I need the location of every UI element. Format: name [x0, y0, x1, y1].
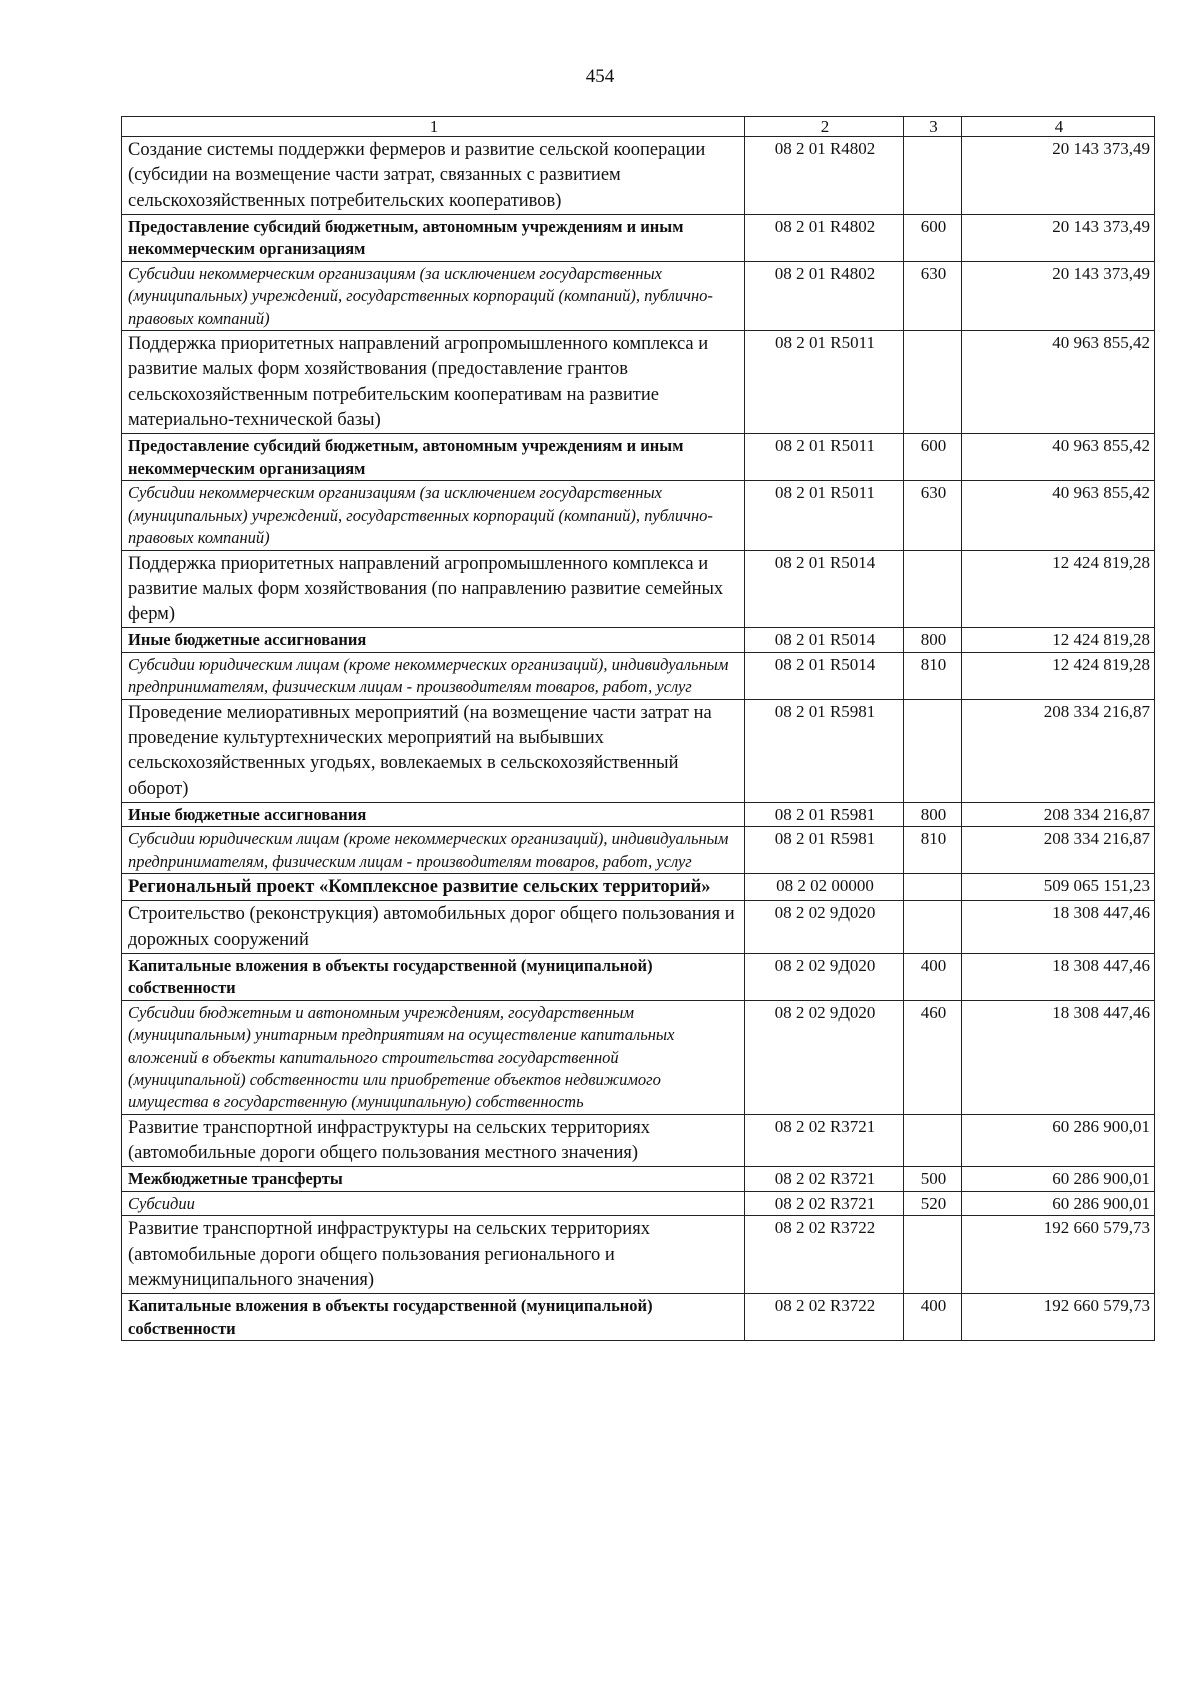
row-name: Субсидии юридическим лицам (кроме некоммерческих организаций), индивидуальным предпринимателям, физическим лицам - производителям товаров, работ, услуг [122, 652, 745, 699]
row-amount: 18 308 447,46 [962, 1000, 1155, 1114]
row-kvr: 810 [904, 652, 962, 699]
row-kvr [904, 874, 962, 901]
row-kvr: 460 [904, 1000, 962, 1114]
row-name: Субсидии [122, 1191, 745, 1215]
header-col-2: 2 [745, 117, 904, 137]
row-kvr: 600 [904, 434, 962, 481]
table-row [122, 1000, 1155, 1114]
row-name: Предоставление субсидий бюджетным, автономным учреждениям и иным некоммерческим организациям [122, 434, 745, 481]
row-code: 08 2 01 R4802 [745, 214, 904, 261]
table-row [122, 827, 1155, 874]
row-code: 08 2 01 R5981 [745, 827, 904, 874]
row-amount: 192 660 579,73 [962, 1216, 1155, 1294]
row-kvr: 630 [904, 481, 962, 550]
row-amount: 40 963 855,42 [962, 331, 1155, 434]
row-amount: 208 334 216,87 [962, 699, 1155, 802]
row-amount: 18 308 447,46 [962, 953, 1155, 1000]
page-number: 454 [585, 66, 615, 87]
table-row [122, 1191, 1155, 1215]
row-kvr [904, 1114, 962, 1167]
row-code: 08 2 01 R5981 [745, 699, 904, 802]
row-kvr [904, 331, 962, 434]
row-amount: 20 143 373,49 [962, 137, 1155, 215]
row-code: 08 2 02 R3722 [745, 1216, 904, 1294]
row-amount: 208 334 216,87 [962, 827, 1155, 874]
row-code: 08 2 01 R5011 [745, 331, 904, 434]
row-amount: 20 143 373,49 [962, 261, 1155, 330]
row-amount: 18 308 447,46 [962, 901, 1155, 954]
table-row [122, 628, 1155, 653]
table-row [122, 137, 1155, 215]
table-row [122, 953, 1155, 1000]
row-name: Субсидии некоммерческим организациям (за исключением государственных (муниципальных) учреждений, государственных корпораций (компаний), публично-правовых компаний) [122, 481, 745, 550]
row-amount: 40 963 855,42 [962, 481, 1155, 550]
row-code: 08 2 02 R3721 [745, 1114, 904, 1167]
row-name: Региональный проект «Комплексное развитие сельских территорий» [122, 874, 745, 901]
row-amount: 60 286 900,01 [962, 1114, 1155, 1167]
row-name: Иные бюджетные ассигнования [122, 802, 745, 827]
table-row [122, 699, 1155, 802]
row-name: Развитие транспортной инфраструктуры на сельских территориях (автомобильные дороги общего пользования местного значения) [122, 1114, 745, 1167]
table-row [122, 261, 1155, 330]
row-code: 08 2 02 R3721 [745, 1167, 904, 1192]
row-amount: 509 065 151,23 [962, 874, 1155, 901]
row-code: 08 2 01 R5014 [745, 652, 904, 699]
table-row [122, 214, 1155, 261]
row-name: Субсидии некоммерческим организациям (за исключением государственных (муниципальных) учреждений, государственных корпораций (компаний), публично-правовых компаний) [122, 261, 745, 330]
row-code: 08 2 02 R3721 [745, 1191, 904, 1215]
row-code: 08 2 02 9Д020 [745, 901, 904, 954]
table-row [122, 901, 1155, 954]
table-row [122, 481, 1155, 550]
row-name: Предоставление субсидий бюджетным, автономным учреждениям и иным некоммерческим организациям [122, 214, 745, 261]
row-name: Поддержка приоритетных направлений агропромышленного комплекса и развитие малых форм хозяйствования (предоставление грантов сельскохозяйственным потребительским кооперативам на развитие материально-технической базы) [122, 331, 745, 434]
row-code: 08 2 02 9Д020 [745, 1000, 904, 1114]
row-name: Создание системы поддержки фермеров и развитие сельской кооперации (субсидии на возмещение части затрат, связанных с развитием сельскохозяйственных потребительских кооперативов) [122, 137, 745, 215]
row-name: Капитальные вложения в объекты государственной (муниципальной) собственности [122, 953, 745, 1000]
row-name: Поддержка приоритетных направлений агропромышленного комплекса и развитие малых форм хозяйствования (по направлению развитие семейных ферм) [122, 550, 745, 628]
row-name: Строительство (реконструкция) автомобильных дорог общего пользования и дорожных сооружений [122, 901, 745, 954]
row-code: 08 2 01 R5014 [745, 628, 904, 653]
row-name: Капитальные вложения в объекты государственной (муниципальной) собственности [122, 1294, 745, 1341]
header-col-3: 3 [904, 117, 962, 137]
row-kvr [904, 137, 962, 215]
row-kvr: 400 [904, 1294, 962, 1341]
row-code: 08 2 02 9Д020 [745, 953, 904, 1000]
row-code: 08 2 01 R4802 [745, 261, 904, 330]
table-row [122, 802, 1155, 827]
row-amount: 208 334 216,87 [962, 802, 1155, 827]
table-row [122, 550, 1155, 628]
row-code: 08 2 01 R4802 [745, 137, 904, 215]
table-row [122, 1114, 1155, 1167]
row-kvr: 400 [904, 953, 962, 1000]
row-code: 08 2 02 R3722 [745, 1294, 904, 1341]
table-row [122, 331, 1155, 434]
row-kvr: 810 [904, 827, 962, 874]
table-row [122, 1294, 1155, 1341]
row-code: 08 2 01 R5981 [745, 802, 904, 827]
row-code: 08 2 02 00000 [745, 874, 904, 901]
row-code: 08 2 01 R5011 [745, 481, 904, 550]
row-amount: 60 286 900,01 [962, 1167, 1155, 1192]
budget-table [121, 116, 1155, 1341]
table-body [122, 137, 1155, 1341]
row-amount: 20 143 373,49 [962, 214, 1155, 261]
row-amount: 12 424 819,28 [962, 550, 1155, 628]
row-name: Проведение мелиоративных мероприятий (на возмещение части затрат на проведение культуртехнических мероприятий на выбывших сельскохозяйственных угодьях, вовлекаемых в сельскохозяйственный оборот) [122, 699, 745, 802]
row-kvr [904, 699, 962, 802]
row-amount: 192 660 579,73 [962, 1294, 1155, 1341]
table-row [122, 1167, 1155, 1192]
row-name: Субсидии юридическим лицам (кроме некоммерческих организаций), индивидуальным предпринимателям, физическим лицам - производителям товаров, работ, услуг [122, 827, 745, 874]
row-kvr: 520 [904, 1191, 962, 1215]
row-name: Развитие транспортной инфраструктуры на сельских территориях (автомобильные дороги общего пользования регионального и межмуниципального значения) [122, 1216, 745, 1294]
row-kvr: 630 [904, 261, 962, 330]
row-amount: 12 424 819,28 [962, 652, 1155, 699]
row-code: 08 2 01 R5011 [745, 434, 904, 481]
header-col-4: 4 [962, 117, 1155, 137]
row-name: Иные бюджетные ассигнования [122, 628, 745, 653]
row-kvr: 800 [904, 802, 962, 827]
row-name: Субсидии бюджетным и автономным учреждениям, государственным (муниципальным) унитарным предприятиям на осуществление капитальных вложений в объекты капитального строительства государственной (муниципальной) собственности или приобретение объектов недвижимого имущества в государственную (муниципальную) собственность [122, 1000, 745, 1114]
row-kvr [904, 550, 962, 628]
table-header-row [122, 117, 1155, 137]
table-row [122, 652, 1155, 699]
row-kvr: 500 [904, 1167, 962, 1192]
row-amount: 40 963 855,42 [962, 434, 1155, 481]
row-name: Межбюджетные трансферты [122, 1167, 745, 1192]
header-col-1: 1 [122, 117, 745, 137]
row-code: 08 2 01 R5014 [745, 550, 904, 628]
table-row [122, 874, 1155, 901]
row-amount: 60 286 900,01 [962, 1191, 1155, 1215]
row-kvr [904, 901, 962, 954]
table-row [122, 434, 1155, 481]
row-kvr: 800 [904, 628, 962, 653]
row-amount: 12 424 819,28 [962, 628, 1155, 653]
row-kvr: 600 [904, 214, 962, 261]
row-kvr [904, 1216, 962, 1294]
table-row [122, 1216, 1155, 1294]
